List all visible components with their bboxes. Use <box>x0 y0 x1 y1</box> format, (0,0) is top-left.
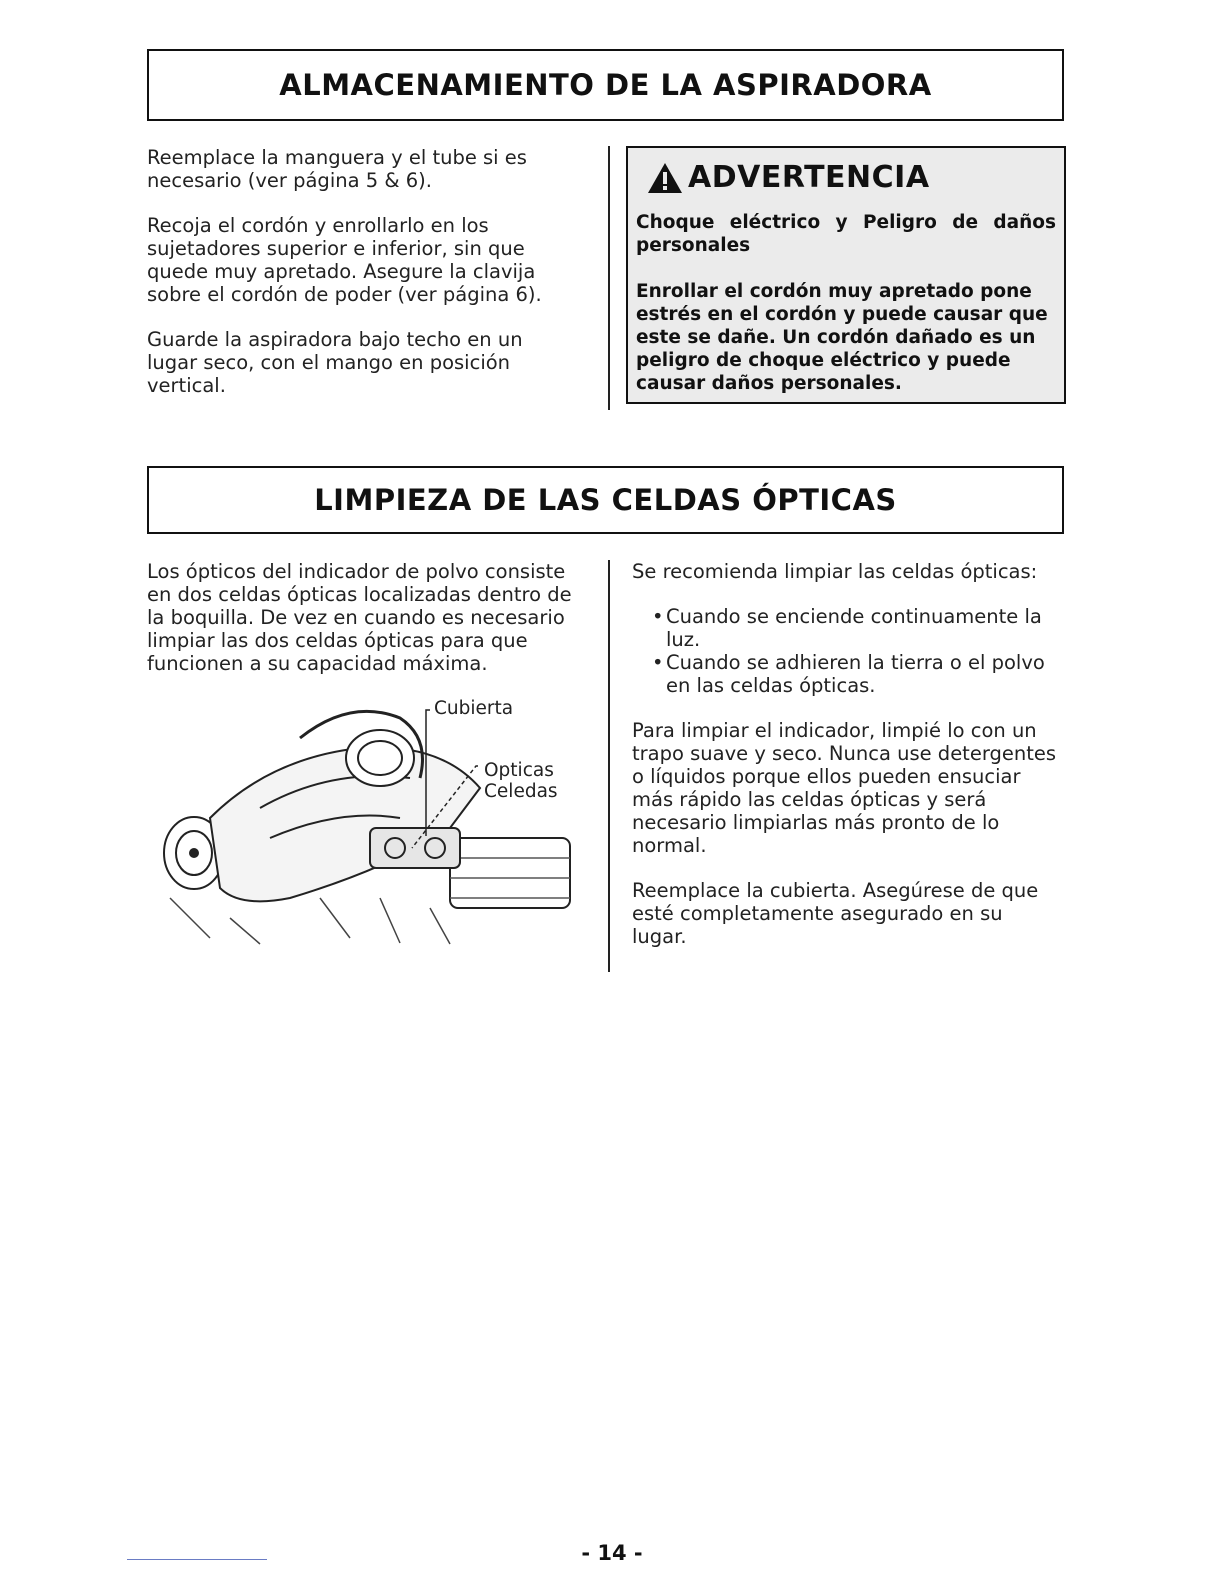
cleaning-left-column <box>147 560 575 697</box>
storage-title-text: ALMACENAMIENTO DE LA ASPIRADORA <box>279 68 932 102</box>
footer-rule <box>127 1559 267 1560</box>
bullet-dot: • <box>652 605 664 628</box>
cleaning-right-column <box>632 560 1062 970</box>
column-divider <box>608 146 610 410</box>
list-item <box>632 605 1062 651</box>
warning-subtitle: Choque eléctrico y Peligro de daños personales <box>636 212 1056 256</box>
storage-paragraph: Reemplace la manguera y el tube si es necesario (ver página 5 & 6). <box>147 146 527 192</box>
warning-heading <box>646 160 930 195</box>
bullet-text: Cuando se adhieren la tierra o el polvo en las celdas ópticas. <box>666 651 1045 697</box>
cleaning-method: Para limpiar el indicador, limpié lo con un trapo suave y seco. Nunca use detergentes o líquidos porque ellos pueden ensuciar más rápido las celdas ópticas y será necesario limpiarlas más pronto de lo normal. <box>632 719 1057 857</box>
list-item <box>632 651 1062 697</box>
cleaning-title-text: LIMPIEZA DE LAS CELDAS ÓPTICAS <box>314 483 897 517</box>
optics-description: Los ópticos del indicador de polvo consiste en dos celdas ópticas localizadas dentro de la boquilla. De vez en cuando es necesario limpiar las dos celdas ópticas para que funcionen a su capacidad máxima. <box>147 560 572 675</box>
column-divider <box>608 560 610 972</box>
warning-body: Enrollar el cordón muy apretado pone estrés en el cordón y puede causar que este se dañe. Un cordón dañado es un peligro de choque eléctrico y puede causar daños personales. <box>636 281 1048 394</box>
cover-label: Cubierta <box>434 698 514 719</box>
vacuum-nozzle-drawing <box>150 698 590 946</box>
warning-triangle-icon <box>646 161 684 195</box>
recommendation-list <box>632 605 1062 697</box>
recommendation-intro: Se recomienda limpiar las celdas ópticas: <box>632 560 1038 583</box>
warning-title: ADVERTENCIA <box>688 160 930 195</box>
storage-paragraph: Guarde la aspiradora bajo techo en un lugar seco, con el mango en posición vertical. <box>147 328 523 397</box>
page-number: - 14 - <box>581 1541 643 1565</box>
bullet-dot: • <box>652 651 664 674</box>
optics-label-line1: Opticas <box>484 760 554 781</box>
bullet-text: Cuando se enciende continuamente la luz. <box>666 605 1042 651</box>
storage-section-title <box>147 49 1064 121</box>
optics-label-line2: Celedas <box>484 781 558 802</box>
warning-box <box>626 146 1066 404</box>
nozzle-illustration <box>150 698 590 946</box>
storage-paragraph: Recoja el cordón y enrollarlo en los sujetadores superior e inferior, sin que quede muy apretado. Asegure la clavija sobre el cordón de poder (ver página 6). <box>147 214 542 306</box>
cleaning-section-title <box>147 466 1064 534</box>
storage-instructions <box>147 146 567 419</box>
replace-cover-instruction: Reemplace la cubierta. Asegúrese de que esté completamente asegurado en su lugar. <box>632 879 1039 948</box>
